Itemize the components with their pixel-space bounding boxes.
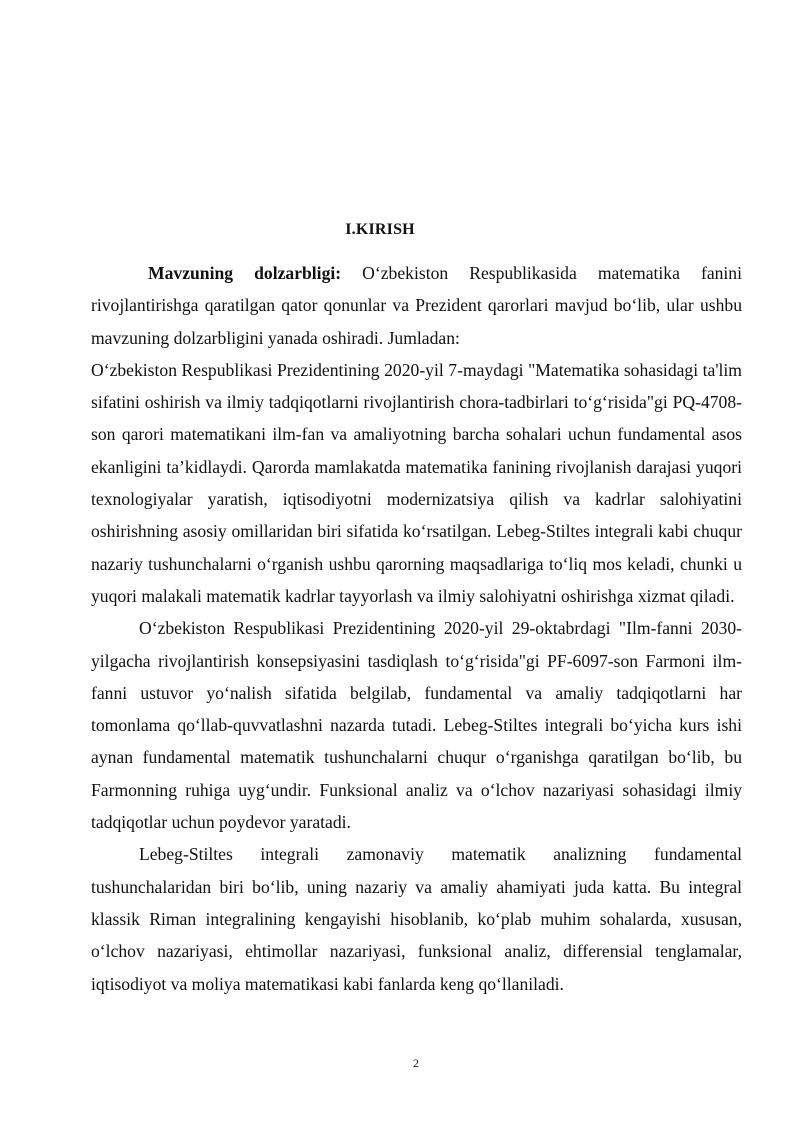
paragraph-lebesgue-stieltjes: Lebeg-Stiltes integrali zamonaviy matematik analizning fundamental tushunchalaridan biri bo‘lib, uning nazariy va amaliy ahamiyati juda katta. Bu integral klassik Riman integralining kengayishi hisoblanib, ko‘plab muhim sohalarda, xususan, o‘lchov nazariyasi, ehtimollar nazariyasi, funksional analiz, differensial tenglamalar, iqtisodiyot va moliya matematikasi kabi fanlarda keng qo‘llaniladi. bbox=[91, 844, 742, 994]
page-number: 2 bbox=[413, 1056, 419, 1070]
paragraph-decree-pq4708: O‘zbekiston Respublikasi Prezidentining 2020-yil 7-maydagi "Matematika sohasidagi ta'lim sifatini oshirish va ilmiy tadqiqotlarni rivojlantirish chora-tadbirlari to‘g‘risida"gi PQ-4708-son qarori matematikani ilm-fan va amaliyotning barcha sohalari uchun fundamental asos ekanligini ta’kidlaydi. Qarorda mamlakatda matematika fanining rivojlanish darajasi yuqori texnologiyalar yaratish, iqtisodiyotni modernizatsiya qilish va kadrlar salohiyatini oshirishning asosiy omillaridan biri sifatida ko‘rsatilgan. Lebeg-Stiltes integrali kabi chuqur nazariy tushunchalarni o‘rganish ushbu qarorning maqsadlariga to‘liq mos keladi, chunki u yuqori malakali matematik kadrlar tayyorlash va ilmiy salohiyatni oshirishga xizmat qiladi. bbox=[91, 359, 742, 606]
intro-label: Mavzuning dolzarbligi: bbox=[148, 263, 342, 283]
intro-paragraph bbox=[91, 257, 742, 354]
intro-text: O‘zbekiston Respublikasida matematika fanini rivojlantirishga qaratilgan qator qonunlar va Prezident qarorlari mavjud bo‘lib, ular ushbu mavzuning dolzarbligini yanada oshiradi. Jumladan: bbox=[91, 263, 742, 348]
section-heading: I.KIRISH bbox=[345, 221, 415, 238]
paragraph-decree-pf6097: O‘zbekiston Respublikasi Prezidentining 2020-yil 29-oktabrdagi "Ilm-fanni 2030-yilgacha rivojlantirish konsepsiyasini tasdiqlash to‘g‘risida"gi PF-6097-son Farmoni ilm-fanni ustuvor yo‘nalish sifatida belgilab, fundamental va amaliy tadqiqotlarni har tomonlama qo‘llab-quvvatlashni nazarda tutadi. Lebeg-Stiltes integrali bo‘yicha kurs ishi aynan fundamental matematik tushunchalarni chuqur o‘rganishga qaratilgan bo‘lib, bu Farmonning ruhiga uyg‘undir. Funksional analiz va o‘lchov nazariyasi sohasidagi ilmiy tadqiqotlar uchun poydevor yaratadi. bbox=[91, 618, 742, 833]
body-text bbox=[91, 257, 742, 1000]
